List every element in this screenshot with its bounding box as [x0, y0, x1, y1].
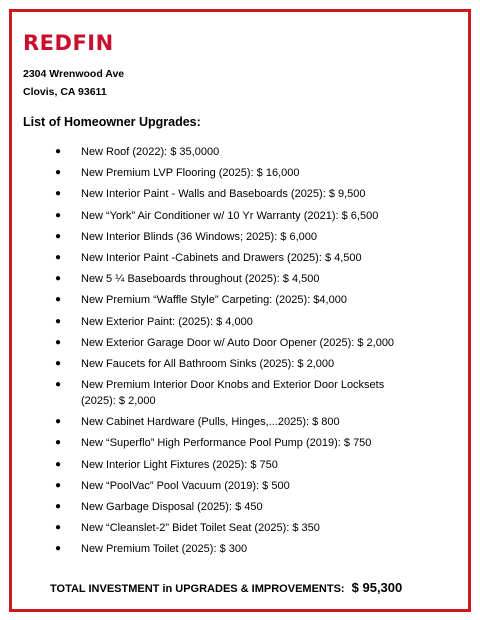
- list-item: [12, 457, 468, 473]
- bullet-icon: ●: [55, 294, 62, 306]
- upgrade-text: New Premium “Waffle Style” Carpeting: (2025): $4,000: [81, 294, 347, 307]
- document-frame: [9, 9, 471, 612]
- list-item: [12, 435, 468, 451]
- upgrades-heading: List of Homeowner Upgrades:: [23, 115, 201, 129]
- list-item: [12, 414, 468, 430]
- bullet-icon: ●: [55, 437, 62, 449]
- bullet-icon: ●: [55, 479, 62, 491]
- address-line-2: Clovis, CA 93611: [23, 86, 107, 98]
- total-investment: [50, 580, 402, 595]
- bullet-icon: ●: [55, 336, 62, 348]
- list-item: [12, 292, 468, 308]
- redfin-logo: REDFIN: [23, 31, 114, 55]
- upgrade-text: New Roof (2022): $ 35,0000: [81, 146, 220, 158]
- upgrade-text: New Faucets for All Bathroom Sinks (2025): $ 2,000: [81, 357, 335, 370]
- bullet-icon: ●: [55, 458, 62, 470]
- list-item: [12, 478, 468, 494]
- upgrade-text: New 5 ¼ Baseboards throughout (2025): $ 4,500: [81, 273, 320, 286]
- upgrade-text: New Exterior Garage Door w/ Auto Door Opener (2025): $ 2,000: [81, 336, 395, 349]
- list-item: [12, 165, 468, 181]
- bullet-icon: ●: [55, 315, 62, 327]
- bullet-icon: ●: [55, 273, 62, 285]
- total-label: TOTAL INVESTMENT in UPGRADES & IMPROVEMENTS:: [50, 583, 345, 595]
- bullet-icon: ●: [55, 379, 62, 391]
- bullet-icon: ●: [55, 209, 62, 221]
- bullet-icon: ●: [55, 543, 62, 555]
- list-item: [12, 144, 468, 160]
- upgrade-text: New Premium LVP Flooring (2025): $ 16,000: [81, 167, 300, 180]
- bullet-icon: ●: [55, 251, 62, 263]
- upgrade-text: New Garbage Disposal (2025): $ 450: [81, 501, 263, 513]
- upgrade-text: New Interior Light Fixtures (2025): $ 750: [81, 458, 278, 471]
- total-amount: $ 95,300: [351, 580, 403, 595]
- list-item: [12, 520, 468, 536]
- upgrade-text: New “Cleanslet-2” Bidet Toilet Seat (2025): $ 350: [81, 522, 320, 535]
- list-item: [12, 271, 468, 287]
- bullet-icon: ●: [55, 167, 62, 179]
- bullet-icon: ●: [55, 522, 62, 534]
- list-item: [12, 541, 468, 557]
- upgrade-text: New “PoolVac” Pool Vacuum (2019): $ 500: [81, 479, 290, 492]
- bullet-icon: ●: [55, 146, 62, 157]
- upgrade-text: New Interior Paint - Walls and Baseboards (2025): $ 9,500: [81, 188, 366, 201]
- bullet-icon: ●: [55, 416, 62, 428]
- upgrade-text: New “Superflo” High Performance Pool Pump (2019): $ 750: [81, 437, 372, 450]
- address-line-1: 2304 Wrenwood Ave: [23, 68, 125, 80]
- list-item: [12, 356, 468, 372]
- list-item: [12, 250, 468, 266]
- upgrade-text: New Premium Toilet (2025): $ 300: [81, 543, 248, 556]
- bullet-icon: ●: [55, 230, 62, 242]
- upgrade-text: New Interior Paint -Cabinets and Drawers (2025): $ 4,500: [81, 251, 362, 264]
- upgrade-text: New Cabinet Hardware (Pulls, Hinges,...2025): $ 800: [81, 416, 340, 429]
- upgrade-text: New Exterior Paint: (2025): $ 4,000: [81, 315, 253, 328]
- upgrades-list: [12, 144, 468, 563]
- list-item: [12, 208, 468, 224]
- list-item: [12, 499, 468, 515]
- list-item: [12, 335, 468, 351]
- upgrade-text: New Premium Interior Door Knobs and Exterior Door Locksets (2025): $ 2,000: [81, 379, 385, 408]
- list-item: [12, 229, 468, 245]
- upgrade-text: New Interior Blinds (36 Windows; 2025): $ 6,000: [81, 230, 318, 243]
- list-item: [12, 377, 468, 409]
- bullet-icon: ●: [55, 188, 62, 200]
- bullet-icon: ●: [55, 501, 62, 512]
- list-item: [12, 186, 468, 202]
- upgrade-text: New “York” Air Conditioner w/ 10 Yr Warranty (2021): $ 6,500: [81, 209, 379, 222]
- bullet-icon: ●: [55, 357, 62, 369]
- list-item: [12, 314, 468, 330]
